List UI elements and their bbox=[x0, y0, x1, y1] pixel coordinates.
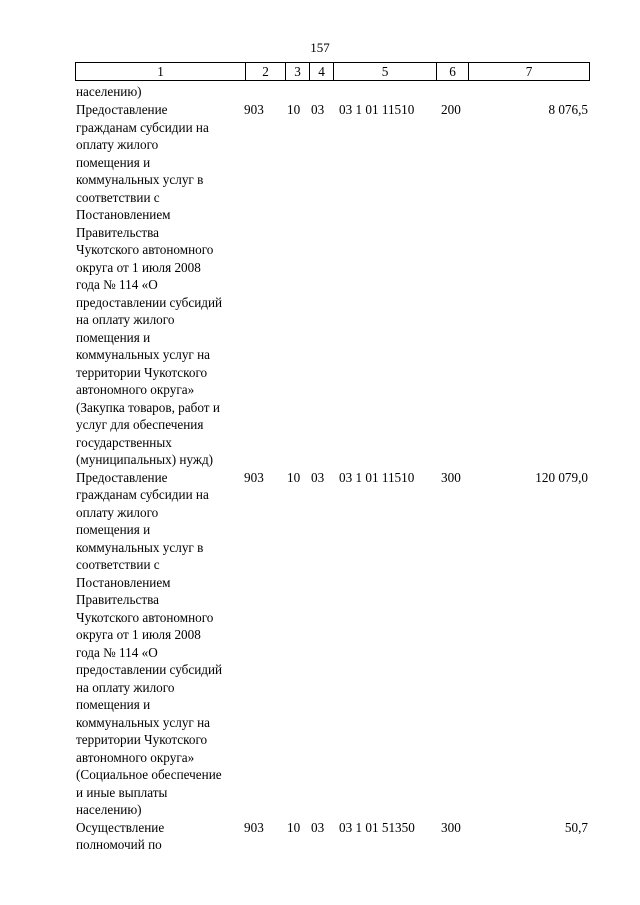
header-col-3: 3 bbox=[286, 63, 310, 80]
row-grbs: 903 bbox=[244, 469, 264, 485]
row-grbs: 903 bbox=[244, 102, 264, 117]
row-grbs: 903 bbox=[244, 819, 264, 835]
row-description: Осуществление полномочий по bbox=[76, 819, 165, 852]
header-col-5: 5 bbox=[334, 63, 437, 80]
row-subsection: 03 bbox=[311, 469, 325, 485]
row-description: Предоставление гражданам субсидии на оплату жилого помещения и коммунальных услуг в соответствии с Постановлением Правительства Чукотского автономного округа от 1 июля 2008 года № 114 «О предоставлении субсидий на оплату жилого помещения и коммунальных услуг на территории Чукотского автономного округа» (Социальное обеспечение и иные выплаты населению) bbox=[76, 469, 223, 817]
row-amount: 120 079,0 bbox=[535, 469, 588, 485]
header-col-6: 6 bbox=[437, 63, 469, 80]
row-description: Предоставление гражданам субсидии на оплату жилого помещения и коммунальных услуг в соответствии с Постановлением Правительства Чукотского автономного округа от 1 июля 2008 года № 114 «О предоставлении субсидий на оплату жилого помещения и коммунальных услуг на территории Чукотского автономного округа» (Закупка товаров, работ и услуг для обеспечения государственных (муниципальных) нужд) bbox=[76, 102, 223, 467]
row-amount: 8 076,5 bbox=[548, 102, 588, 117]
table-header bbox=[75, 62, 590, 81]
row-section: 10 bbox=[287, 819, 301, 835]
row-expense-type: 200 bbox=[441, 102, 461, 117]
header-col-1: 1 bbox=[76, 63, 246, 80]
table-row bbox=[0, 469, 640, 819]
row-section: 10 bbox=[287, 469, 301, 485]
table-body bbox=[0, 101, 640, 854]
header-col-7: 7 bbox=[525, 64, 533, 79]
row-subsection: 03 bbox=[311, 819, 325, 835]
table-row bbox=[0, 101, 640, 469]
row-target-article: 03 1 01 11510 bbox=[339, 469, 415, 485]
row-target-article: 03 1 01 11510 bbox=[339, 102, 415, 117]
row-expense-type: 300 bbox=[441, 819, 461, 835]
row-section: 10 bbox=[287, 102, 301, 117]
row-expense-type: 300 bbox=[441, 469, 461, 485]
page-number: 157 bbox=[310, 40, 330, 55]
header-col-2: 2 bbox=[246, 63, 286, 80]
row-amount: 50,7 bbox=[564, 819, 588, 835]
table-row bbox=[0, 819, 640, 854]
row-target-article: 03 1 01 51350 bbox=[339, 819, 415, 835]
continuation-text: населению) bbox=[76, 84, 142, 99]
header-col-4: 4 bbox=[310, 63, 334, 80]
row-subsection: 03 bbox=[311, 102, 325, 117]
